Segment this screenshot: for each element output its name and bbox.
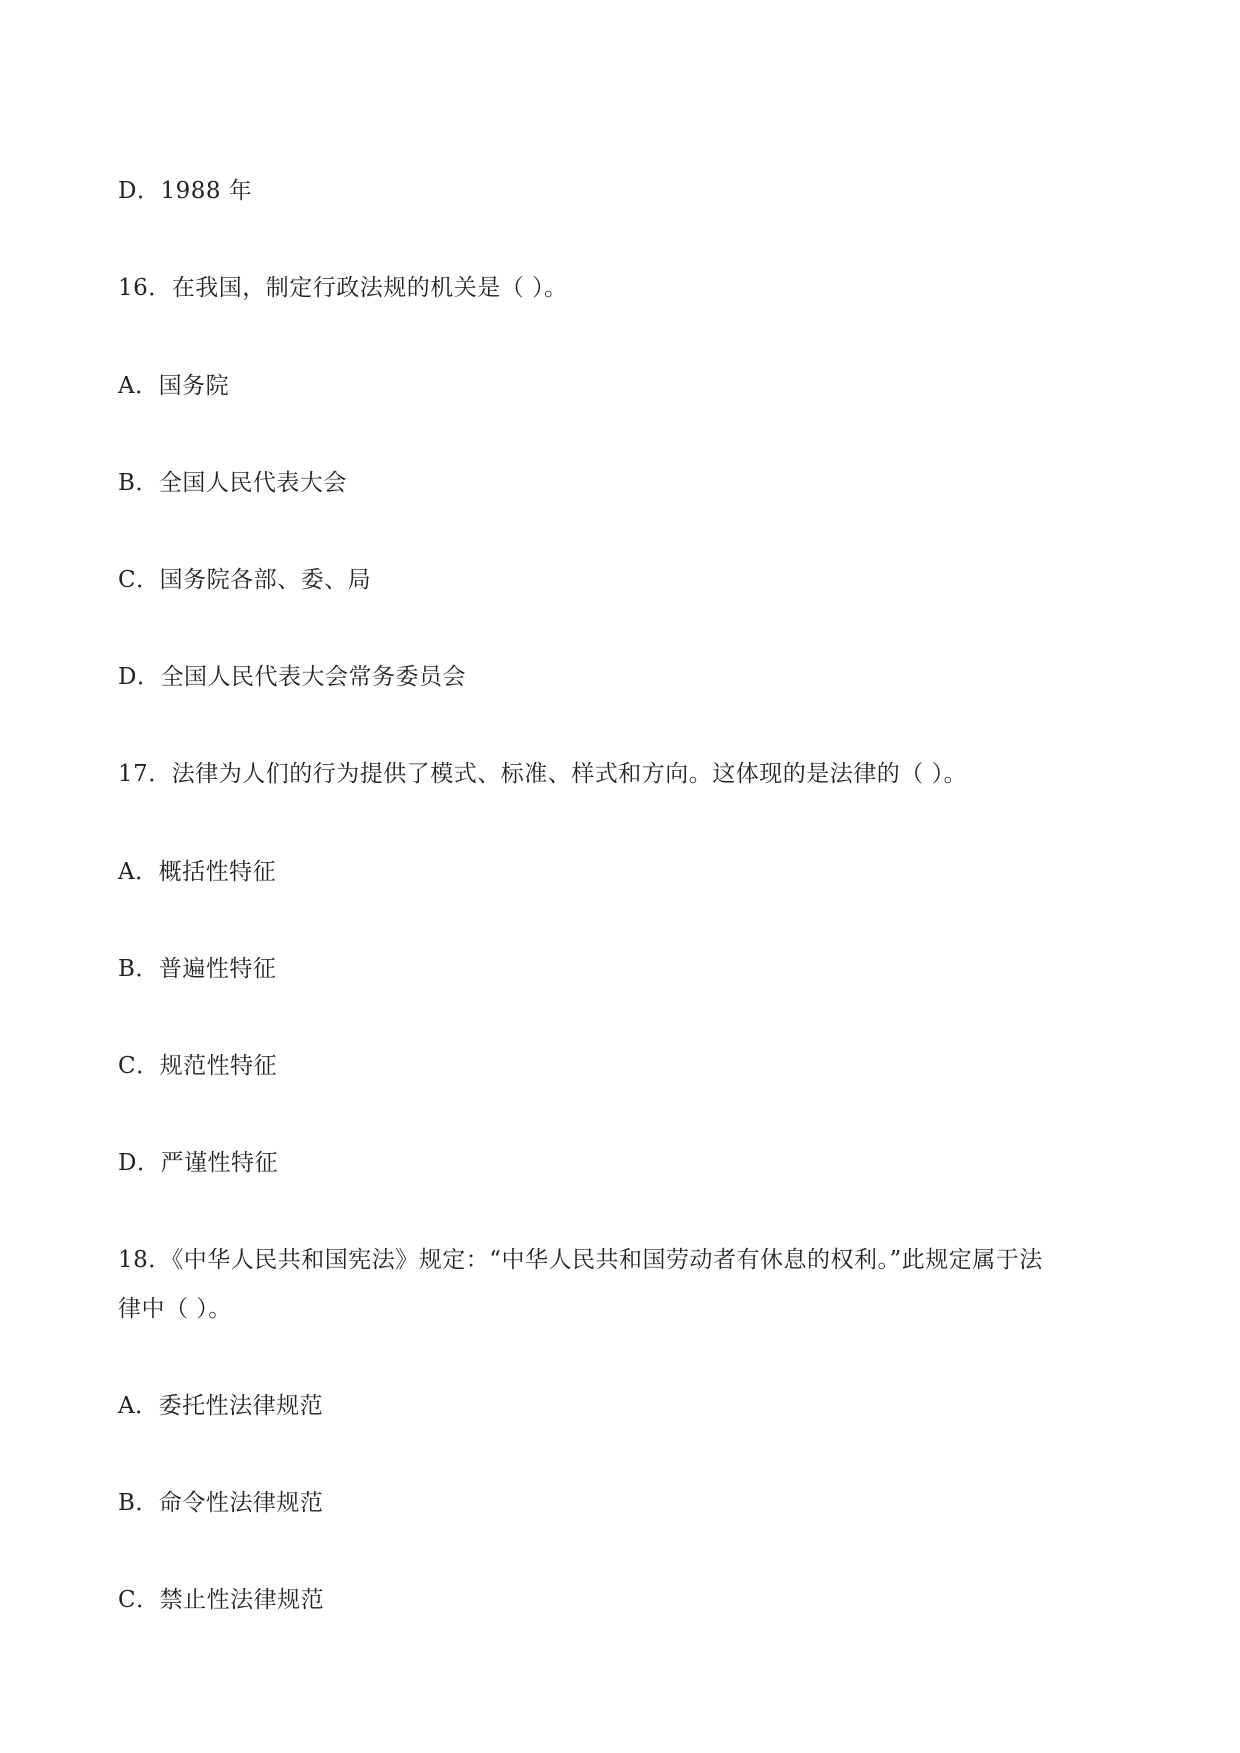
q16-option-c: C．国务院各部、委、局: [118, 567, 372, 593]
q15-option-d: D．1988 年: [118, 178, 253, 204]
q16-option-a: A．国务院: [118, 373, 230, 399]
q17-option-c: C．规范性特征: [118, 1053, 278, 1079]
q18-question-line-2: 律中（ ）。: [118, 1296, 232, 1322]
q16-option-d: D．全国人民代表大会常务委员会: [118, 664, 466, 690]
q18-option-c: C．禁止性法律规范: [118, 1587, 325, 1613]
q18-option-a: A．委托性法律规范: [118, 1393, 324, 1419]
q17-option-a: A．概括性特征: [118, 859, 277, 885]
q18-option-b: B．命令性法律规范: [118, 1490, 324, 1516]
q17-question: 17．法律为人们的行为提供了模式、标准、样式和方向。这体现的是法律的（ ）。: [118, 761, 968, 787]
q17-option-b: B．普遍性特征: [118, 956, 277, 982]
q16-question: 16．在我国，制定行政法规的机关是（ ）。: [118, 275, 568, 301]
q18-question-line-1: 18．《中华人民共和国宪法》规定：“中华人民共和国劳动者有休息的权利。”此规定属于法: [118, 1247, 1043, 1273]
q17-option-d: D．严谨性特征: [118, 1150, 278, 1176]
q16-option-b: B．全国人民代表大会: [118, 470, 347, 496]
